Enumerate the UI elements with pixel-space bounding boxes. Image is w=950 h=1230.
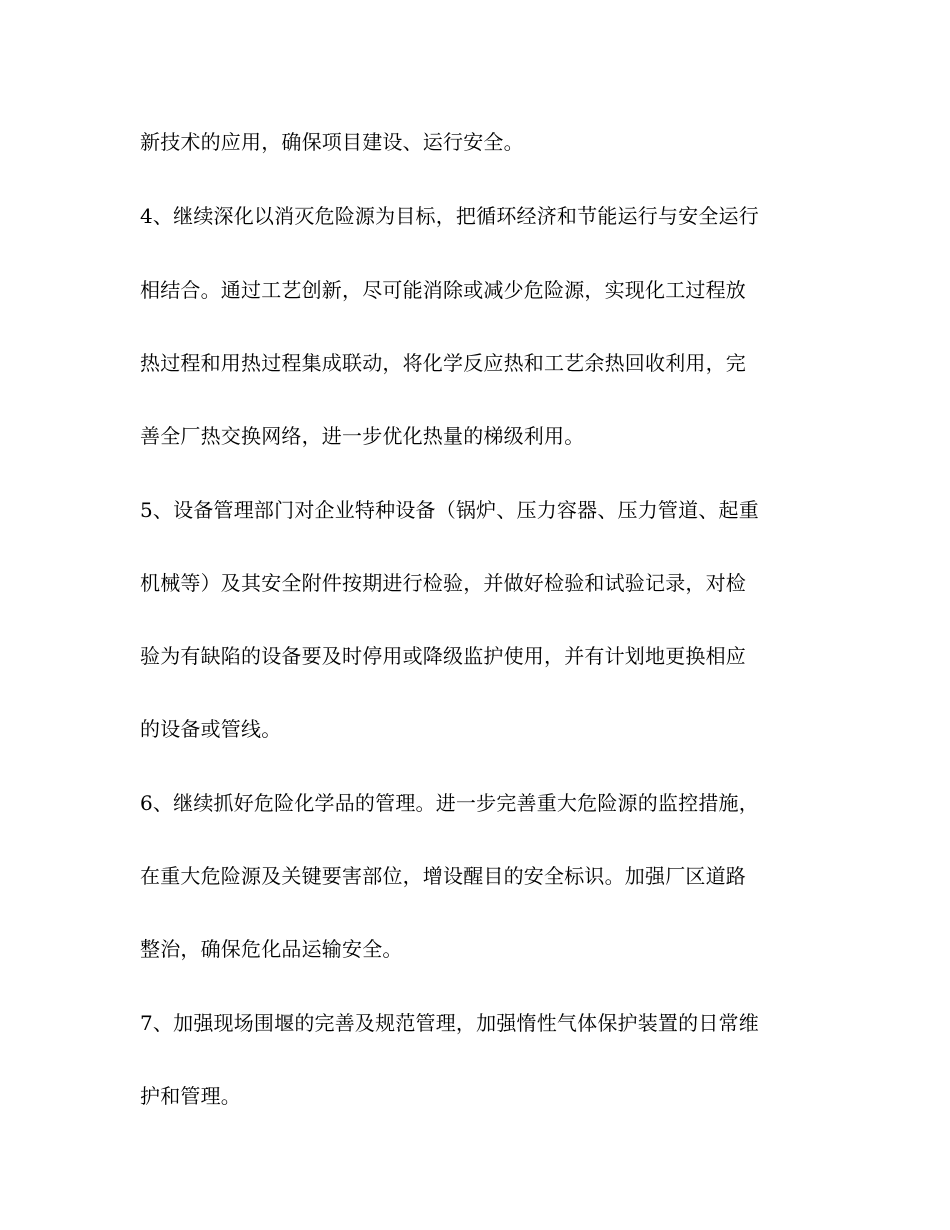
text-line: 6、继续抓好危险化学品的管理。进一步完善重大危险源的监控措施， — [140, 791, 759, 815]
text-line: 在重大危险源及关键要害部位，增设醒目的安全标识。加强厂区道路 — [140, 864, 746, 888]
text-line: 机械等）及其安全附件按期进行检验，并做好检验和试验记录，对检 — [140, 571, 746, 595]
text-line: 相结合。通过工艺创新，尽可能消除或减少危险源，实现化工过程放 — [140, 278, 746, 302]
text-line: 4、继续深化以消灭危险源为目标，把循环经济和节能运行与安全运行 — [140, 204, 759, 228]
text-line: 整治，确保危化品运输安全。 — [140, 937, 403, 961]
text-line: 善全厂热交换网络，进一步优化热量的梯级利用。 — [140, 424, 585, 448]
text-line: 新技术的应用，确保项目建设、运行安全。 — [140, 130, 524, 154]
text-line: 验为有缺陷的设备要及时停用或降级监护使用，并有计划地更换相应 — [140, 644, 746, 668]
text-line: 7、加强现场围堰的完善及规范管理，加强惰性气体保护装置的日常维 — [140, 1011, 759, 1035]
text-line: 护和管理。 — [140, 1084, 241, 1108]
text-line: 的设备或管线。 — [140, 717, 282, 741]
text-line: 热过程和用热过程集成联动，将化学反应热和工艺余热回收利用，完 — [140, 351, 746, 375]
text-line: 5、设备管理部门对企业特种设备（锅炉、压力容器、压力管道、起重 — [140, 498, 759, 522]
